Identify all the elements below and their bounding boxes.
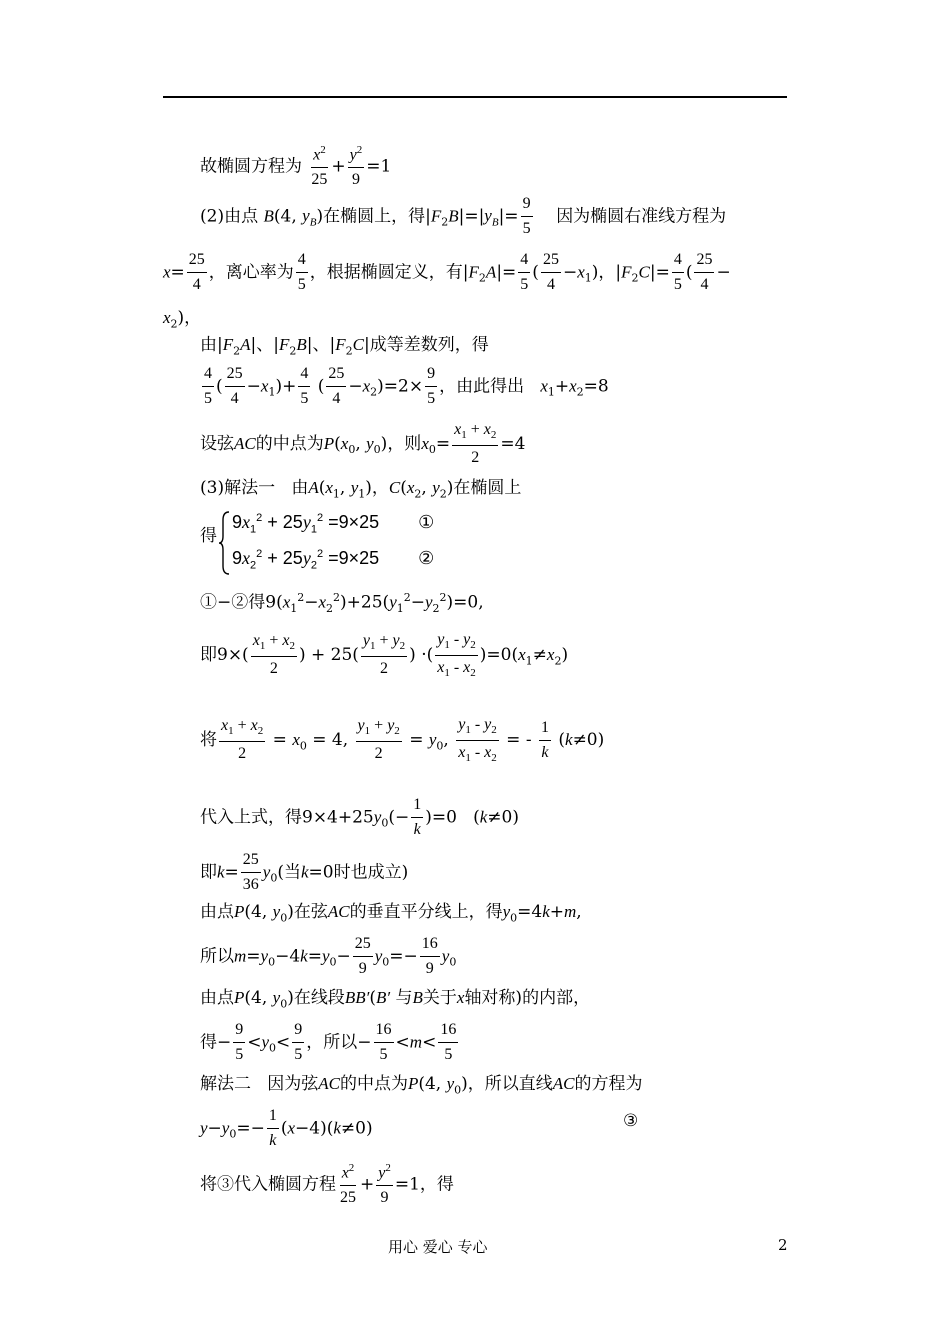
fraction: $\frac{x_1 + x_2}{2}$ xyxy=(252,632,295,678)
header-rule xyxy=(163,96,787,98)
fraction: $\frac{4}{5}$ xyxy=(297,251,306,293)
equation-line-9: ①−②得$9(x_1^2-x_2^2)+25(y_1^2-y_2^2)=0$, xyxy=(200,591,484,616)
text: 解法二 xyxy=(200,1074,251,1094)
fraction: $\frac{1}{k}$ xyxy=(540,718,549,761)
text: ，所以 xyxy=(306,1032,358,1053)
fraction: $\frac{25}{4}$ xyxy=(328,365,345,407)
text: ，则 xyxy=(387,433,422,454)
text: 与 xyxy=(395,988,413,1008)
equation-line-5: 由$|F_2A|$、$|F_2B|$、$|F_2C|$成等差数列，得 xyxy=(200,335,489,358)
text: (2)由点 xyxy=(200,206,259,227)
equation-line-2: (2)由点 B(4, $y_B$)在椭圆上，得$|F_2B|=|y_B|=$ $\frac{9}{5}$ 因为椭圆右准线方程为 xyxy=(200,195,727,237)
text: 的中点为 xyxy=(255,433,324,454)
equation-line-16: 由点P(4, $y_0$)在线段BB′(B′ 与B关于x轴对称)的内部， xyxy=(200,988,591,1011)
fraction: $\frac{x_1 + x_2}{2}$ xyxy=(221,717,264,763)
text: 得 xyxy=(200,526,217,546)
fraction: $\frac{9}{5}$ xyxy=(235,1021,244,1063)
fraction: $\frac{25}{4}$ xyxy=(188,251,205,293)
text: 关于 xyxy=(422,988,457,1008)
text: 由 xyxy=(291,478,309,498)
fraction: $\frac{1}{k}$ xyxy=(413,796,422,838)
text: ③ xyxy=(623,1111,639,1131)
fraction: $\frac{y_1 - y_2}{x_1 - x_2}$ xyxy=(458,716,497,764)
text: 由点 xyxy=(200,902,234,922)
equation-line-6: $\frac{4}{5}$ ( $\frac{25}{4}$ $-x_1)+$ $\frac{4}{5}$ ( $\frac{25}{4}$ $-x_2)=2\times$ $\frac{9}{5}$ ，由此得出 $x_1+x_2=8$ xyxy=(204,365,609,407)
fraction: $\frac{y^2}{9}$ xyxy=(378,1162,391,1207)
fraction: $\frac{y_1 - y_2}{x_1 - x_2}$ xyxy=(437,631,476,679)
fraction: $\frac{4}{5}$ xyxy=(673,251,682,293)
fraction: $\frac{4}{5}$ xyxy=(300,365,309,407)
fraction: $\frac{9}{5}$ xyxy=(294,1021,303,1063)
text: 设弦 xyxy=(200,433,234,454)
fraction: $\frac{9}{5}$ xyxy=(427,365,436,407)
text: 的中点为 xyxy=(339,1074,408,1094)
circled-one: ① xyxy=(418,512,435,532)
fraction: $\frac{16}{9}$ xyxy=(421,935,438,977)
fraction: $\frac{x^2}{25}$ xyxy=(311,144,328,189)
fraction: $\frac{x^2}{25}$ xyxy=(340,1162,356,1207)
text: ，离心率为 xyxy=(208,262,294,283)
text: (当 xyxy=(277,862,301,883)
fraction: $\frac{16}{5}$ xyxy=(440,1021,457,1063)
circled-two: ② xyxy=(418,548,435,568)
text: 在椭圆上，得 xyxy=(323,206,426,227)
text: 的垂直平分线上，得 xyxy=(349,902,503,922)
footer-text: 用心 爱心 专心 xyxy=(388,1238,488,1256)
equation-line-3: x= $\frac{25}{4}$ ，离心率为 $\frac{4}{5}$ ，根据椭圆定义，有$|F_2A|=$ $\frac{4}{5}$ ( $\frac{25}{4}$ $-x_1$)，$|F_2C|=$ $\frac{4}{5}$ ( $\frac{25}{4}$ − xyxy=(163,251,731,293)
fraction: $\frac{y_1 + y_2}{2}$ xyxy=(357,717,400,763)
equation-line-7: 设弦AC的中点为$P(x_0$, $y_0$)，则$x_0=$ $\frac{x_1 + x_2}{2}$ =4 xyxy=(200,421,526,466)
text: 故椭圆方程为 xyxy=(200,156,302,177)
fraction: $\frac{25}{4}$ xyxy=(542,251,559,293)
text: 因为弦 xyxy=(267,1074,319,1094)
text: 代入上式，得 xyxy=(200,807,302,828)
fraction: $\frac{25}{36}$ xyxy=(242,851,259,893)
fraction: $\frac{25}{4}$ xyxy=(226,365,243,407)
system-equation-2: $9x_2^2 + 25y_2^2 =9\times 25$ ② xyxy=(232,548,435,572)
text: 在线段 xyxy=(293,988,345,1008)
fraction: $\frac{y_1 + y_2}{2}$ xyxy=(362,632,406,678)
text: 在椭圆上 xyxy=(453,478,522,498)
page-number: 2 xyxy=(778,1236,788,1254)
equation-line-4: $x_2$)， xyxy=(163,308,202,331)
equation-line-18: 解法二 因为弦AC的中点为P(4, $y_0$)，所以直线AC的方程为 xyxy=(200,1074,643,1097)
fraction: $\frac{16}{5}$ xyxy=(375,1021,392,1063)
text: 时也成立) xyxy=(333,862,409,883)
circled-three xyxy=(623,1113,638,1130)
text: 将③代入椭圆方程 xyxy=(200,1174,336,1195)
text: ，根据椭圆定义，有 xyxy=(309,262,463,283)
fraction: $\frac{9}{5}$ xyxy=(522,195,531,237)
equation-line-12: 代入上式，得$9\times 4+25y_0(-$ $\frac{1}{k}$ )=0 (k≠0) xyxy=(200,796,519,838)
text: ，得 xyxy=(419,1174,454,1195)
text: 由点 xyxy=(200,988,234,1008)
equation-line-1: 故椭圆方程为 $\frac{x^2}{25}$ + $\frac{y^2}{9}$ =1 xyxy=(200,144,392,189)
text: 在弦 xyxy=(293,902,328,922)
text: 成等差数列，得 xyxy=(369,335,489,355)
fraction: $\frac{x_1 + x_2}{2}$ xyxy=(454,421,497,466)
equation-line-20: 将③代入椭圆方程 $\frac{x^2}{25}$ + $\frac{y^2}{9}$ =1，得 xyxy=(200,1162,454,1207)
text: 因为椭圆右准线方程为 xyxy=(556,206,727,227)
fraction: $\frac{25}{9}$ xyxy=(354,935,371,977)
text: 轴对称)的内部， xyxy=(464,988,591,1008)
text: (3)解法一 xyxy=(200,478,276,498)
text: ，由此得出 xyxy=(439,376,525,397)
text: 由 xyxy=(200,335,217,355)
equation-line-14: 由点P(4, $y_0$)在弦AC的垂直平分线上，得$y_0=4k+m$, xyxy=(200,902,582,925)
fraction: $\frac{4}{5}$ xyxy=(204,365,212,407)
equation-line-11: 将 $\frac{x_1 + x_2}{2}$ = $x_0 = 4$, $\frac{y_1 + y_2}{2}$ = $y_0$, $\frac{y_1 - y_2}{x_1 - x_2}$ = - $\frac{1}{k}$ (k≠0) xyxy=(200,716,605,764)
fraction: $\frac{1}{k}$ xyxy=(268,1107,277,1149)
equation-line-13: 即k= $\frac{25}{36}$ $y_0$(当k=0时也成立) xyxy=(200,851,409,893)
system-label xyxy=(200,528,217,545)
fraction: $\frac{25}{4}$ xyxy=(696,251,713,293)
text: 将 xyxy=(200,730,217,751)
text: 即 xyxy=(200,645,217,666)
equation-line-19: $y-y_0=-$ $\frac{1}{k}$ (x−4)(k≠0) xyxy=(200,1107,373,1149)
equation-line-8: (3)解法一 由$A(x_1$, $y_1$)，$C(x_2$, $y_2$)在椭圆上 xyxy=(200,478,522,501)
fraction: $\frac{4}{5}$ xyxy=(520,251,529,293)
equation-line-17: 得− $\frac{9}{5}$ $<y_0<$ $\frac{9}{5}$ ，所以− $\frac{16}{5}$ <m< $\frac{16}{5}$ xyxy=(200,1021,457,1063)
system-equation-1: $9x_1^2 + 25y_1^2 =9\times 25$ ① xyxy=(232,512,435,536)
fraction: $\frac{y^2}{9}$ xyxy=(349,144,363,189)
text: 的方程为 xyxy=(574,1074,643,1094)
equation-line-10: 即9×( $\frac{x_1 + x_2}{2}$ ) + 25( $\frac{y_1 + y_2}{2}$ ) ·( $\frac{y_1 - y_2}{x_1 - x_2}$ )$=0(x_1\ne x_2)$ xyxy=(200,631,569,679)
text: 所以 xyxy=(200,946,234,967)
text: 即 xyxy=(200,862,217,883)
text: ①−②得 xyxy=(200,592,266,613)
equation-line-15: 所以$m=y_0-4k=y_0-$ $\frac{25}{9}$ $y_0=-$ $\frac{16}{9}$ $y_0$ xyxy=(200,935,457,977)
text: ，所以直线 xyxy=(467,1074,553,1094)
left-brace xyxy=(219,510,231,576)
